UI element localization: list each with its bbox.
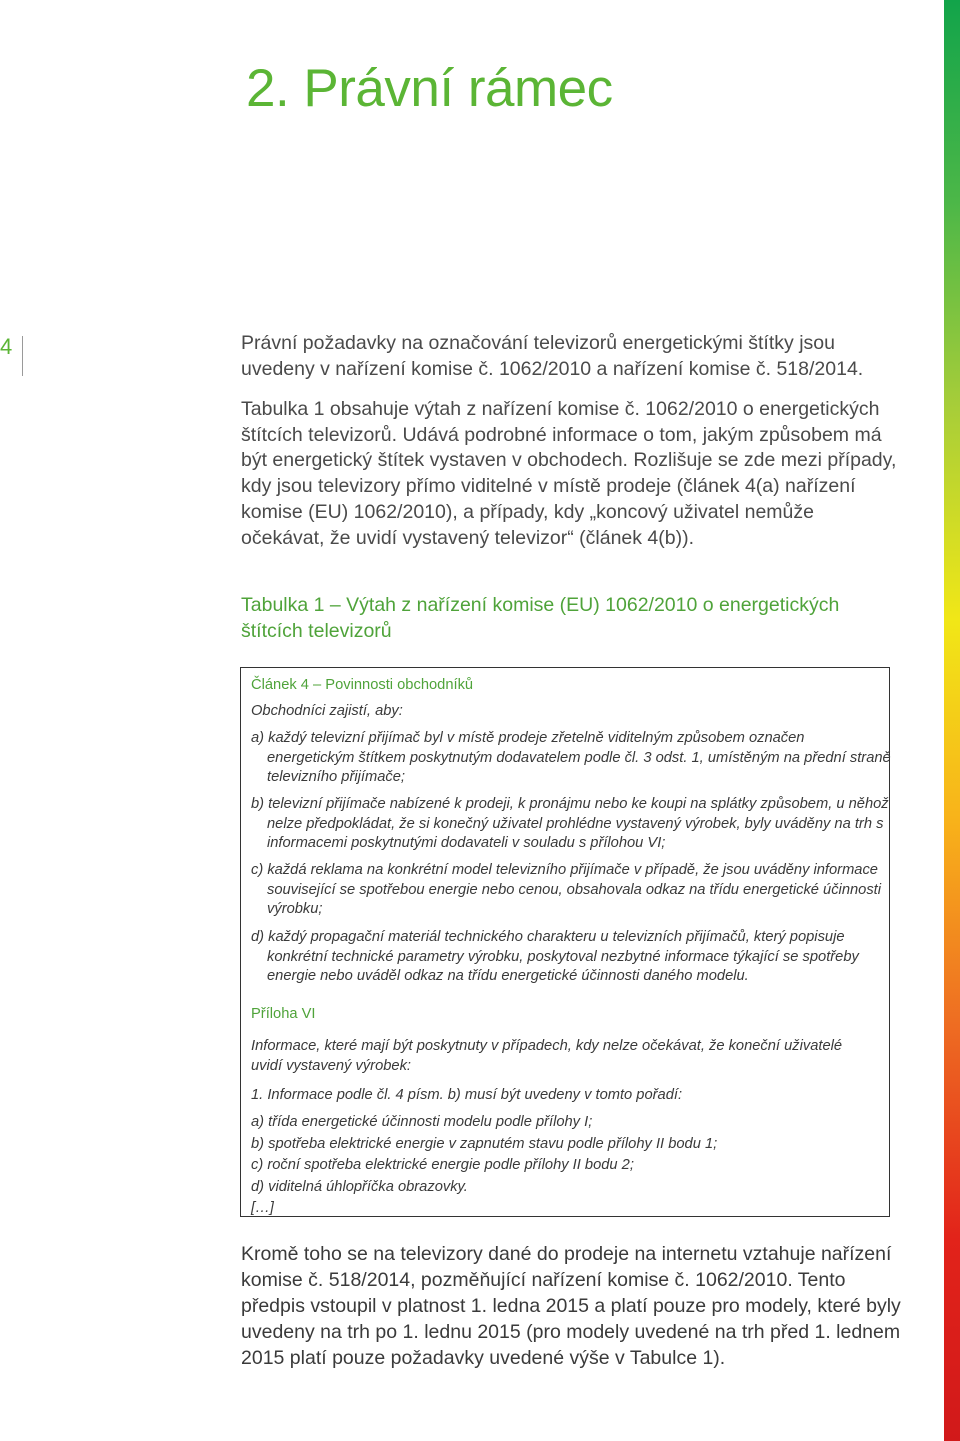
closing-paragraph: Kromě toho se na televizory dané do prodeje na internetu vztahuje nařízení komise č. 518/2014, pozměňující nařízení komise č. 1062/2010. Tento předpis vstoupil v platnost 1. ledna 2015 a platí pouze pro modely, které byly uvedeny na trh po 1. lednu 2015 (pro modely uvedené na trh před 1. lednem 2015 platí pouze požadavky uvedené výše v Tabulce 1).: [241, 1243, 901, 1369]
annex-intro: Informace, které mají být poskytnuty v případech, kdy nelze očekávat, že koneční uživatelé uvidí vystavený výrobek:: [251, 1038, 843, 1074]
ellipsis: […]: [251, 1200, 274, 1216]
annex-item-d: d) viditelná úhlopříčka obrazovky.: [251, 1179, 468, 1195]
energy-scale-bar: [944, 0, 960, 1441]
article-heading: Článek 4 – Povinnosti obchodníků: [251, 677, 474, 693]
article-item-b: b) televizní přijímače nabízené k prodeji, k pronájmu nebo ke koupi na splátky způsobem, u něhož nelze předpokládat, že si konečný uživatel prohlédne vystavený výrobek, byly uváděny na trh s informacemi poskytnutými dodavateli v souladu s přílohou VI;: [251, 796, 889, 851]
intro-paragraph: Právní požadavky na označování televizorů energetickými štítky jsou uvedeny v nařízení komise č. 1062/2010 a nařízení komise č. 518/2014.: [241, 332, 864, 380]
article-item-a: a) každý televizní přijímač byl v místě prodeje zřetelně viditelným způsobem označen energetickým štítkem poskytnutým dodavatelem podle čl. 3 odst. 1, umístěným na přední straně televizního přijímače;: [251, 730, 891, 785]
chapter-title: 2. Právní rámec: [246, 59, 613, 118]
details-paragraph: Tabulka 1 obsahuje výtah z nařízení komise č. 1062/2010 o energetických štítcích televizorů. Udává podrobné informace o tom, jakým způsobem má být energetický štítek vystaven v obchodech. Rozlišuje se zde mezi případy, kdy jsou televizory přímo viditelné v místě prodeje (článek 4(a) nařízení komise (EU) 1062/2010), a případy, kdy „koncový uživatel nemůže očekávat, že uvidí vystavený televizor“ (článek 4(b)).: [241, 398, 897, 549]
regulation-extract-box: [240, 667, 890, 1217]
annex-heading: Příloha VI: [251, 1006, 316, 1022]
annex-item-c: c) roční spotřeba elektrické energie podle přílohy II bodu 2;: [251, 1157, 634, 1173]
page-number-divider: [22, 336, 23, 376]
table-caption: Tabulka 1 – Výtah z nařízení komise (EU) 1062/2010 o energetických štítcích televizorů: [241, 594, 840, 642]
annex-item-a: a) třída energetické účinnosti modelu podle přílohy I;: [251, 1114, 593, 1130]
page-number: 4: [0, 334, 13, 359]
article-intro: Obchodníci zajistí, aby:: [251, 703, 403, 719]
article-item-d: d) každý propagační materiál technického charakteru u televizních přijímačů, který popisuje konkrétní technické parametry výrobku, poskytoval nezbytné informace týkající se spotřeby energie nebo uváděl odkaz na třídu energetické účinnosti daného modelu.: [251, 929, 859, 984]
annex-point: 1. Informace podle čl. 4 písm. b) musí být uvedeny v tomto pořadí:: [251, 1087, 683, 1103]
article-item-c: c) každá reklama na konkrétní model televizního přijímače v případě, že jsou uváděny informace související se spotřebou energie nebo cenou, obsahovala odkaz na třídu energetické účinnosti výrobku;: [251, 862, 882, 917]
annex-item-b: b) spotřeba elektrické energie v zapnutém stavu podle přílohy II bodu 1;: [251, 1136, 718, 1152]
